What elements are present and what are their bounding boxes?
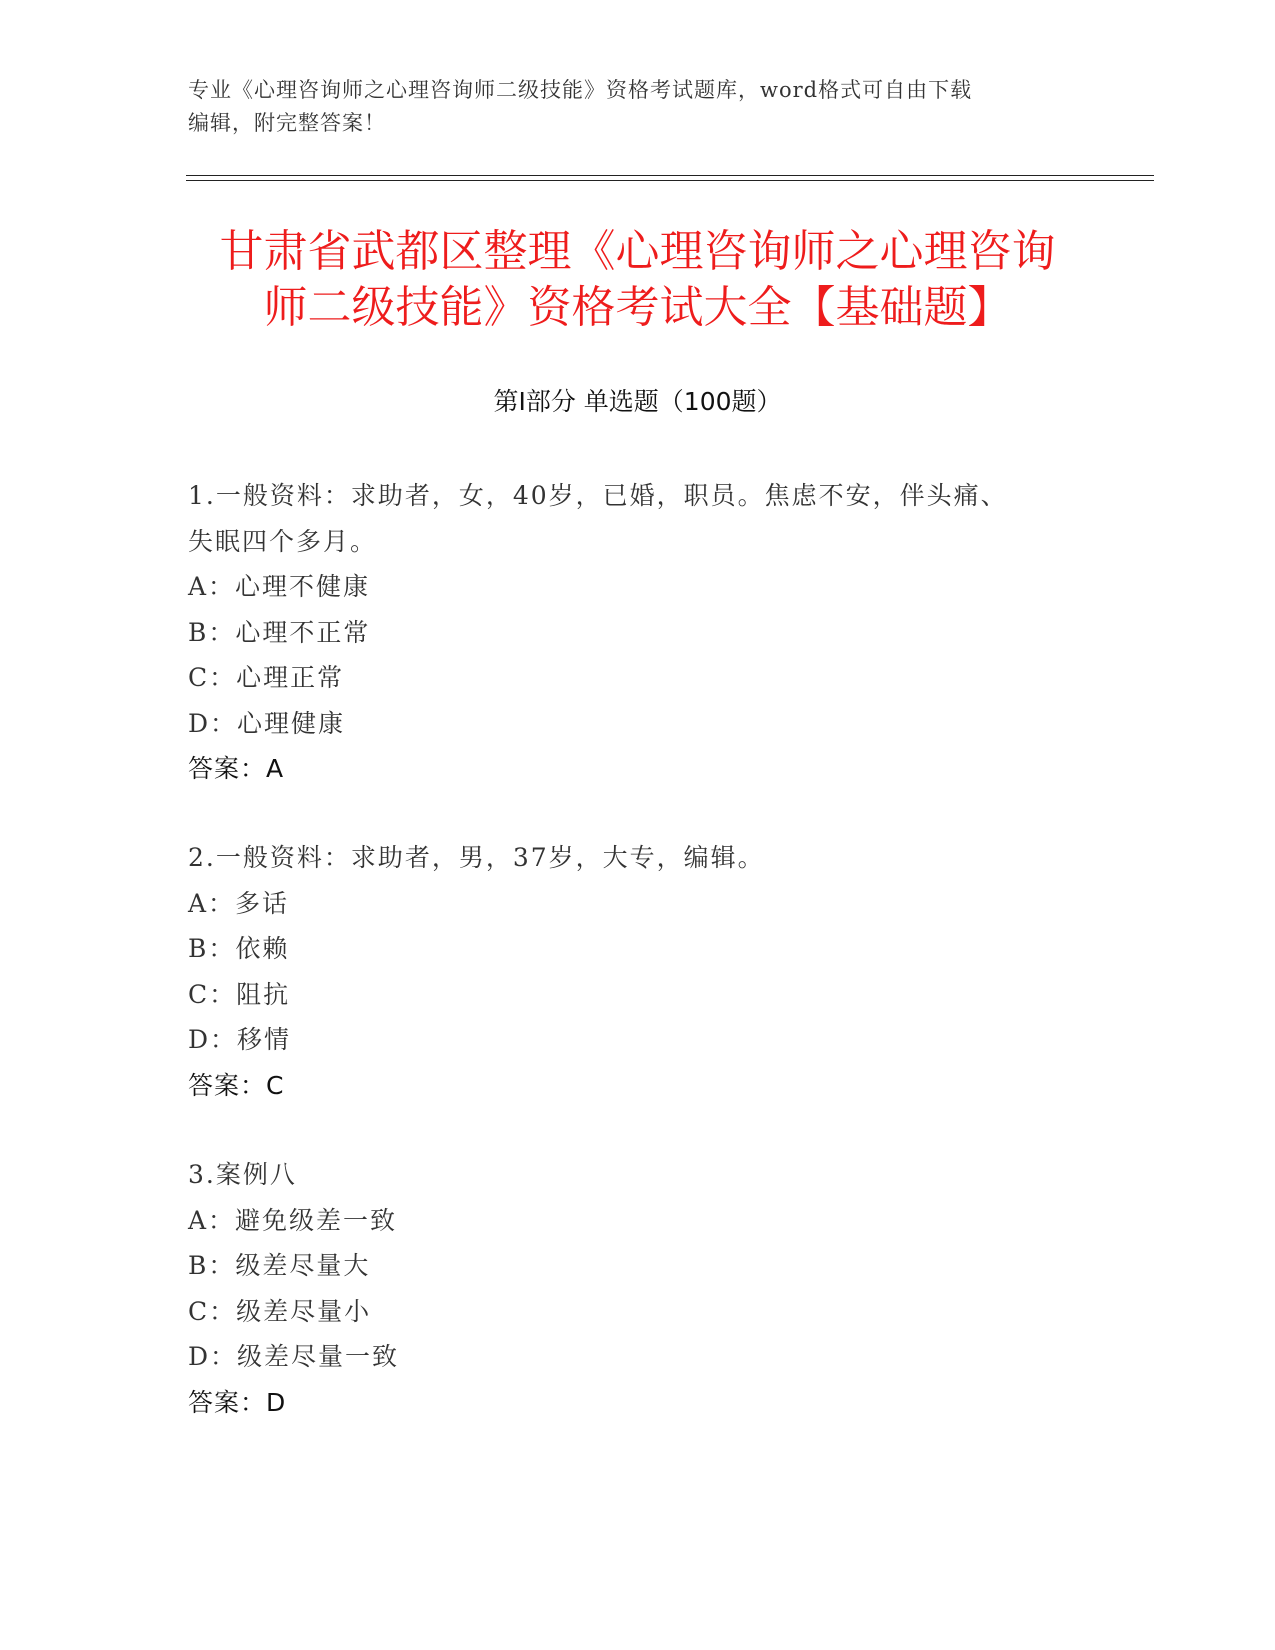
option-c: C：心理正常 (188, 663, 345, 692)
option-b: B：级差尽量大 (188, 1251, 371, 1280)
option-c: C：级差尽量小 (188, 1296, 372, 1326)
question-2 (188, 835, 1088, 1108)
document-title-line-2: 师二级技能》资格考试大全【基础题】 (263, 282, 1012, 333)
option-d: D：级差尽量一致 (188, 1342, 400, 1371)
header-divider-thick (186, 175, 1154, 176)
question-3 (188, 1152, 1088, 1425)
answer-line: 答案：C (188, 1070, 285, 1100)
option-a: A：多话 (188, 888, 290, 918)
document-title (150, 224, 1125, 336)
option-a: A：避免级差一致 (188, 1205, 398, 1235)
option-b: B：依赖 (188, 934, 290, 963)
option-d: D：心理健康 (188, 708, 346, 738)
question-stem-line: 2.一般资料：求助者，男，37岁，大专，编辑。 (188, 843, 765, 872)
header-note-line-2: 编辑，附完整答案！ (188, 111, 386, 135)
option-c: C：阻抗 (188, 979, 291, 1009)
answer-line: 答案：D (188, 1387, 287, 1417)
question-stem-line: 3.案例八 (188, 1160, 297, 1189)
question-stem-line: 1.一般资料：求助者，女，40岁，已婚，职员。焦虑不安，伴头痛、 (188, 481, 1008, 510)
section-title: 第Ⅰ部分 单选题（100题） (493, 387, 782, 416)
document-title-line-1: 甘肃省武都区整理《心理咨询师之心理咨询 (219, 226, 1056, 277)
option-b: B：心理不正常 (188, 617, 371, 647)
option-a: A：心理不健康 (188, 572, 371, 601)
answer-line: 答案：A (188, 754, 285, 783)
header-note-line-1: 专业《心理咨询师之心理咨询师二级技能》资格考试题库，word格式可自由下载 (188, 78, 973, 102)
header-divider-thin (186, 180, 1154, 181)
question-stem-line: 失眠四个多月。 (188, 526, 378, 556)
option-d: D：移情 (188, 1025, 292, 1054)
header-note (188, 74, 1088, 140)
question-1 (188, 473, 1088, 792)
